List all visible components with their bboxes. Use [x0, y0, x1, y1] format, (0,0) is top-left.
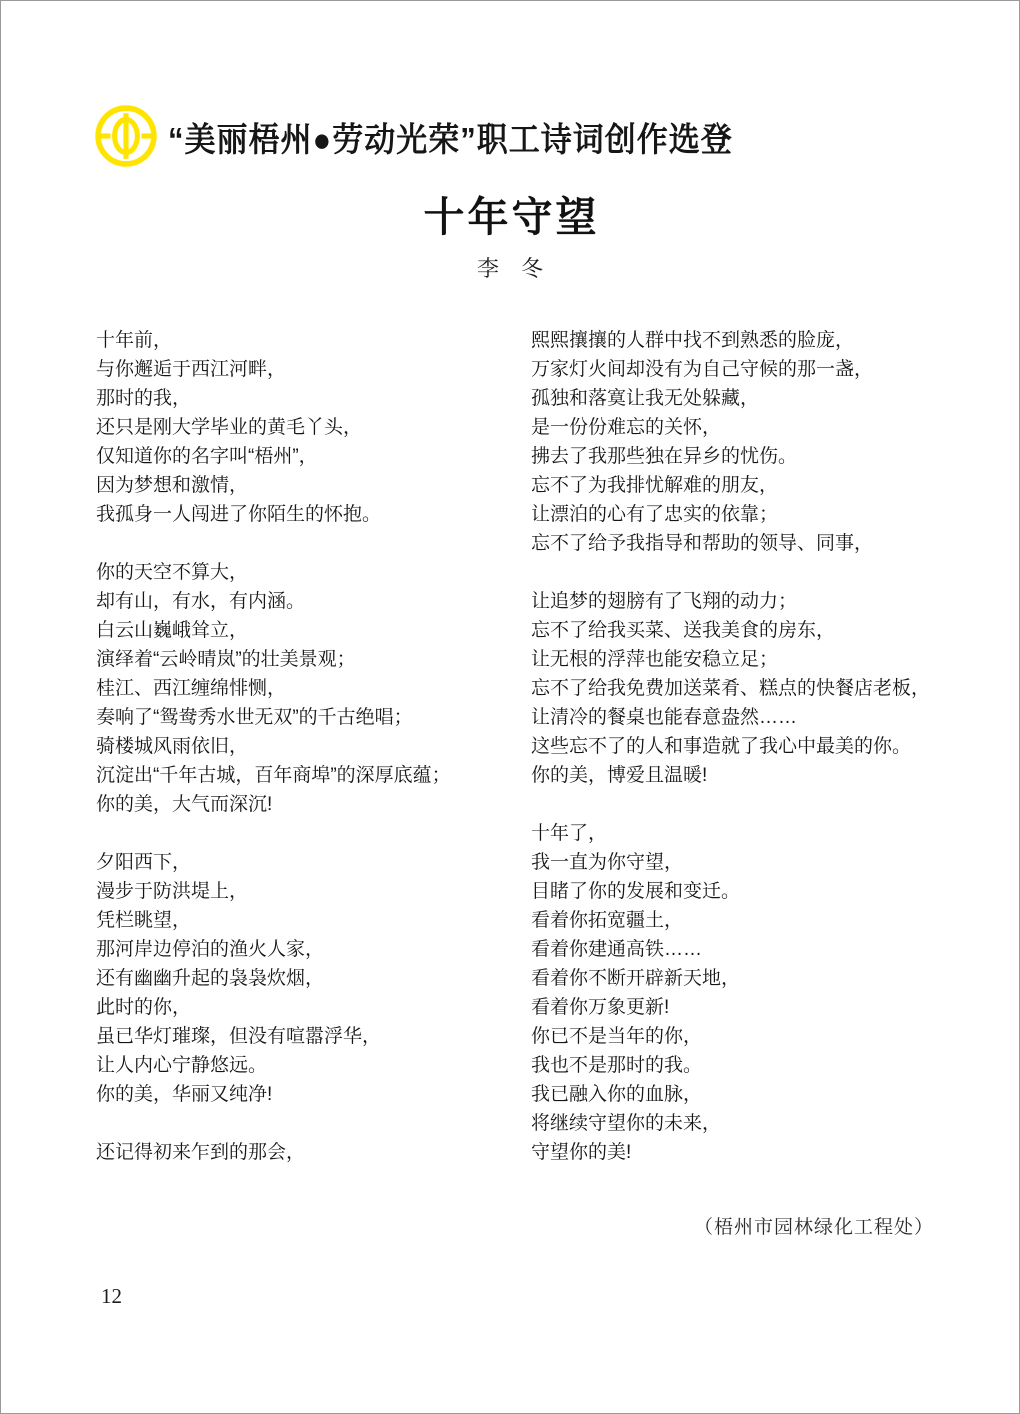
poem-line: 十年了， [531, 822, 608, 844]
poem-line: 忘不了为我排忧解难的朋友， [531, 474, 779, 496]
poem-line: 让人内心宁静悠远。 [96, 1054, 268, 1076]
poem-stanza [96, 848, 531, 1109]
poem-line: 你已不是当年的你， [531, 1025, 703, 1047]
poem-line: 熙熙攘攘的人群中找不到熟悉的脸庞， [531, 329, 855, 351]
poem-line: 演绎着“云岭晴岚”的壮美景观； [96, 648, 356, 670]
poem-stanza [96, 326, 531, 529]
poem-stanza [531, 587, 961, 790]
poem-line: 看着你拓宽疆土， [531, 909, 684, 931]
poem-stanza [531, 819, 961, 1167]
poem-line: 看着你建通高铁…… [531, 938, 703, 960]
poem-line: 还记得初来乍到的那会， [96, 1141, 306, 1163]
poem-line: 却有山，有水，有内涵。 [96, 590, 306, 612]
poem-line: 凭栏眺望， [96, 909, 192, 931]
poem-line: 你的天空不算大， [96, 561, 249, 583]
poem-line: 漫步于防洪堤上， [96, 880, 249, 902]
poem-right-column [531, 326, 961, 1167]
poem-body [96, 326, 1019, 1167]
poem-line: 白云山巍峨耸立， [96, 619, 249, 641]
poem-line: 将继续守望你的未来， [531, 1112, 722, 1134]
poem-line: 孤独和落寞让我无处躲藏， [531, 387, 760, 409]
trade-union-logo-icon [94, 104, 158, 168]
poem-line: 我也不是那时的我。 [531, 1054, 703, 1076]
poem-stanza [96, 1138, 531, 1167]
poem-line: 让清冷的餐桌也能春意盎然…… [531, 706, 798, 728]
poem-line: 我已融入你的血脉， [531, 1083, 703, 1105]
poem-line: 拂去了我那些独在异乡的忧伤。 [531, 445, 798, 467]
poem-line: 让追梦的翅膀有了飞翔的动力； [531, 590, 798, 612]
poem-line: 看着你不断开辟新天地， [531, 967, 741, 989]
poem-line: 你的美，大气而深沉! [96, 793, 273, 815]
poem-line: 还有幽幽升起的袅袅炊烟， [96, 967, 325, 989]
poem-line: 看着你万象更新! [531, 996, 670, 1018]
column-header-title: “美丽梧州●劳动光荣”职工诗词创作选登 [168, 120, 733, 159]
poem-line: 你的美，博爱且温暖! [531, 764, 708, 786]
poem-line: 让无根的浮萍也能安稳立足； [531, 648, 779, 670]
poem-line: 仅知道你的名字叫“梧州”， [96, 445, 318, 467]
poem-line: 目睹了你的发展和变迁。 [531, 880, 741, 902]
poem-line: 守望你的美! [531, 1141, 632, 1163]
poem-line: 夕阳西下， [96, 851, 192, 873]
poem-line: 那时的我， [96, 387, 192, 409]
poem-stanza [96, 558, 531, 819]
poem-line: 此时的你， [96, 996, 192, 1018]
poem-line: 是一份份难忘的关怀， [531, 416, 722, 438]
poem-line: 忘不了给我买菜、送我美食的房东， [531, 619, 836, 641]
poem-line: 我一直为你守望， [531, 851, 684, 873]
poem-line: 还只是刚大学毕业的黄毛丫头， [96, 416, 363, 438]
poem-stanza [531, 326, 961, 558]
page-header [94, 104, 1019, 168]
poem-line: 让漂泊的心有了忠实的依靠； [531, 503, 779, 525]
poem-line: 那河岸边停泊的渔火人家， [96, 938, 325, 960]
poem-line: 虽已华灯璀璨，但没有喧嚣浮华， [96, 1025, 382, 1047]
poem-line: 忘不了给我免费加送菜肴、糕点的快餐店老板， [531, 677, 931, 699]
page-number: 12 [101, 1284, 122, 1308]
author-affiliation: （梧州市园林绿化工程处） [693, 1216, 934, 1238]
poem-line: 我孤身一人闯进了你陌生的怀抱。 [96, 503, 382, 525]
poem-line: 奏响了“鸳鸯秀水世无双”的千古绝唱； [96, 706, 413, 728]
poem-left-column [96, 326, 531, 1167]
poem-line: 桂江、西江缠绵悱恻， [96, 677, 287, 699]
poem-line: 十年前， [96, 329, 173, 351]
poem-line: 这些忘不了的人和事造就了我心中最美的你。 [531, 735, 912, 757]
poem-line: 忘不了给予我指导和帮助的领导、同事， [531, 532, 874, 554]
poem-line: 你的美，华丽又纯净! [96, 1083, 273, 1105]
poem-author: 李 冬 [476, 256, 543, 282]
poem-title: 十年守望 [423, 194, 600, 240]
poem-line: 万家灯火间却没有为自己守候的那一盏， [531, 358, 874, 380]
poem-line: 沉淀出“千年古城，百年商埠”的深厚底蕴； [96, 764, 451, 786]
poem-line: 骑楼城风雨依旧， [96, 735, 249, 757]
poem-line: 与你邂逅于西江河畔， [96, 358, 287, 380]
poem-line: 因为梦想和激情， [96, 474, 249, 496]
